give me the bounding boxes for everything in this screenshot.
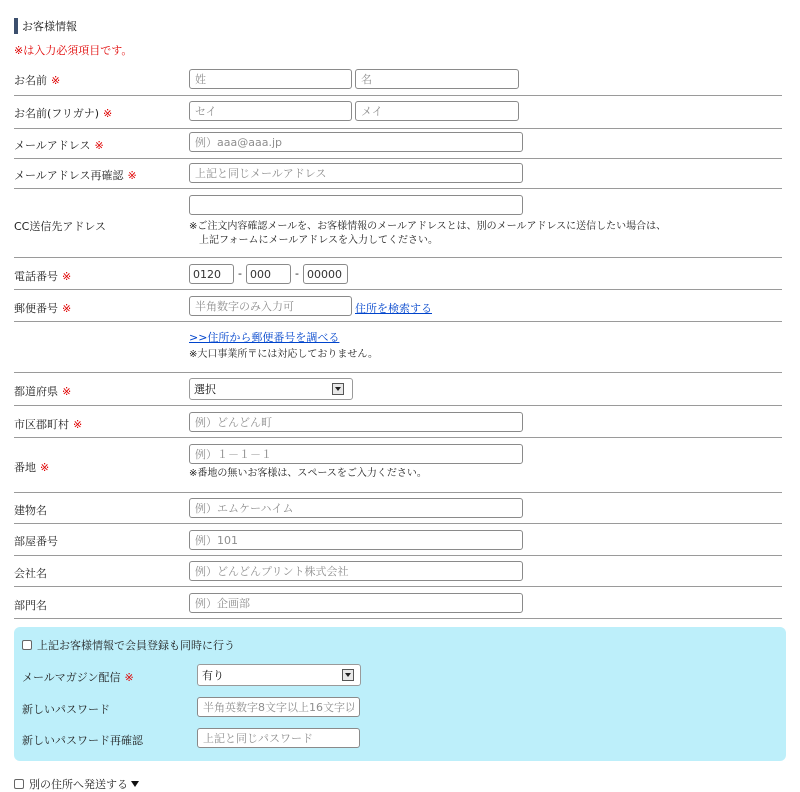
email-confirm-label: メールアドレス再確認 ※	[14, 169, 137, 182]
cc-label: CC送信先アドレス	[14, 220, 107, 233]
cc-email-input[interactable]	[189, 195, 523, 215]
department-label: 部門名	[14, 599, 47, 612]
name-label: お名前 ※	[14, 74, 61, 87]
cc-note-line2: 上記フォームにメールアドレスを入力してください。	[199, 235, 438, 246]
address-input[interactable]	[189, 444, 523, 464]
ship-other-address-checkbox[interactable]	[14, 779, 24, 789]
row-cc	[14, 189, 782, 258]
newsletter-select[interactable]	[197, 664, 361, 686]
prefecture-label: 都道府県 ※	[14, 385, 72, 398]
phone-separator: -	[295, 267, 299, 280]
section-title: お客様情報	[22, 20, 77, 33]
register-member-checkbox[interactable]	[22, 640, 32, 650]
required-note: ※は入力必須項目です。	[14, 44, 133, 57]
row-email	[14, 129, 782, 159]
row-city	[14, 406, 782, 438]
newsletter-selected-value: 有り	[202, 669, 224, 682]
row-postal	[14, 290, 782, 322]
postal-code-input[interactable]	[189, 296, 352, 316]
password-confirm-label: 新しいパスワード再確認	[22, 734, 143, 747]
register-member-label: 上記お客様情報で会員登録も同時に行う	[37, 639, 235, 652]
first-name-kana-input[interactable]	[355, 101, 519, 121]
required-mark: ※	[62, 385, 72, 398]
department-input[interactable]	[189, 593, 523, 613]
row-prefecture	[14, 373, 782, 406]
member-registration-box	[14, 627, 786, 761]
city-input[interactable]	[189, 412, 523, 432]
phone-label: 電話番号 ※	[14, 270, 72, 283]
row-name	[14, 63, 782, 96]
cc-note-line1: ※ご注文内容確認メールを、お客様情報のメールアドレスとは、別のメールアドレスに送信したい場合は、	[189, 221, 667, 232]
address-label: 番地 ※	[14, 461, 50, 474]
postal-note: ※大口事業所〒には対応しておりません。	[189, 349, 378, 360]
required-mark: ※	[51, 74, 61, 87]
company-label: 会社名	[14, 567, 47, 580]
building-label: 建物名	[14, 504, 47, 517]
password-confirm-input[interactable]	[197, 728, 360, 748]
email-confirm-input[interactable]	[189, 163, 523, 183]
address-note: ※番地の無いお客様は、スペースをご入力ください。	[189, 468, 427, 479]
section-header-bar	[14, 18, 18, 34]
row-email-confirm	[14, 159, 782, 189]
row-phone	[14, 258, 782, 290]
last-name-kana-input[interactable]	[189, 101, 352, 121]
password-label: 新しいパスワード	[22, 703, 110, 716]
ship-other-address-option[interactable]	[14, 776, 139, 792]
required-mark: ※	[127, 169, 137, 182]
last-name-input[interactable]	[189, 69, 352, 89]
row-room	[14, 524, 782, 556]
phone-separator: -	[238, 267, 242, 280]
kana-label: お名前(フリガナ) ※	[14, 107, 113, 120]
row-address	[14, 438, 782, 493]
lookup-postal-link[interactable]: >>住所から郵便番号を調べる	[189, 331, 340, 344]
phone-last-input[interactable]	[303, 264, 348, 284]
newsletter-label: メールマガジン配信 ※	[22, 671, 134, 684]
room-label: 部屋番号	[14, 535, 58, 548]
search-address-link[interactable]: 住所を検索する	[355, 302, 432, 315]
chevron-down-icon	[342, 669, 354, 681]
required-mark: ※	[62, 302, 72, 315]
required-mark: ※	[94, 139, 104, 152]
register-member-option[interactable]	[22, 637, 235, 653]
required-mark: ※	[124, 671, 134, 684]
email-input[interactable]	[189, 132, 523, 152]
row-kana	[14, 96, 782, 129]
company-input[interactable]	[189, 561, 523, 581]
required-mark: ※	[40, 461, 50, 474]
section-header	[14, 18, 77, 34]
required-mark: ※	[103, 107, 113, 120]
row-building	[14, 493, 782, 524]
phone-middle-input[interactable]	[246, 264, 291, 284]
phone-area-input[interactable]	[189, 264, 234, 284]
required-mark: ※	[73, 418, 83, 431]
prefecture-selected-value: 選択	[194, 383, 216, 396]
required-mark: ※	[62, 270, 72, 283]
room-input[interactable]	[189, 530, 523, 550]
building-input[interactable]	[189, 498, 523, 518]
row-postal-lookup	[14, 322, 782, 373]
city-label: 市区郡町村 ※	[14, 418, 83, 431]
postal-label: 郵便番号 ※	[14, 302, 72, 315]
ship-other-address-label: 別の住所へ発送する	[29, 778, 128, 791]
row-company	[14, 556, 782, 587]
prefecture-select[interactable]	[189, 378, 353, 400]
row-department	[14, 587, 782, 619]
first-name-input[interactable]	[355, 69, 519, 89]
email-label: メールアドレス ※	[14, 139, 104, 152]
chevron-down-icon	[332, 383, 344, 395]
password-input[interactable]	[197, 697, 360, 717]
